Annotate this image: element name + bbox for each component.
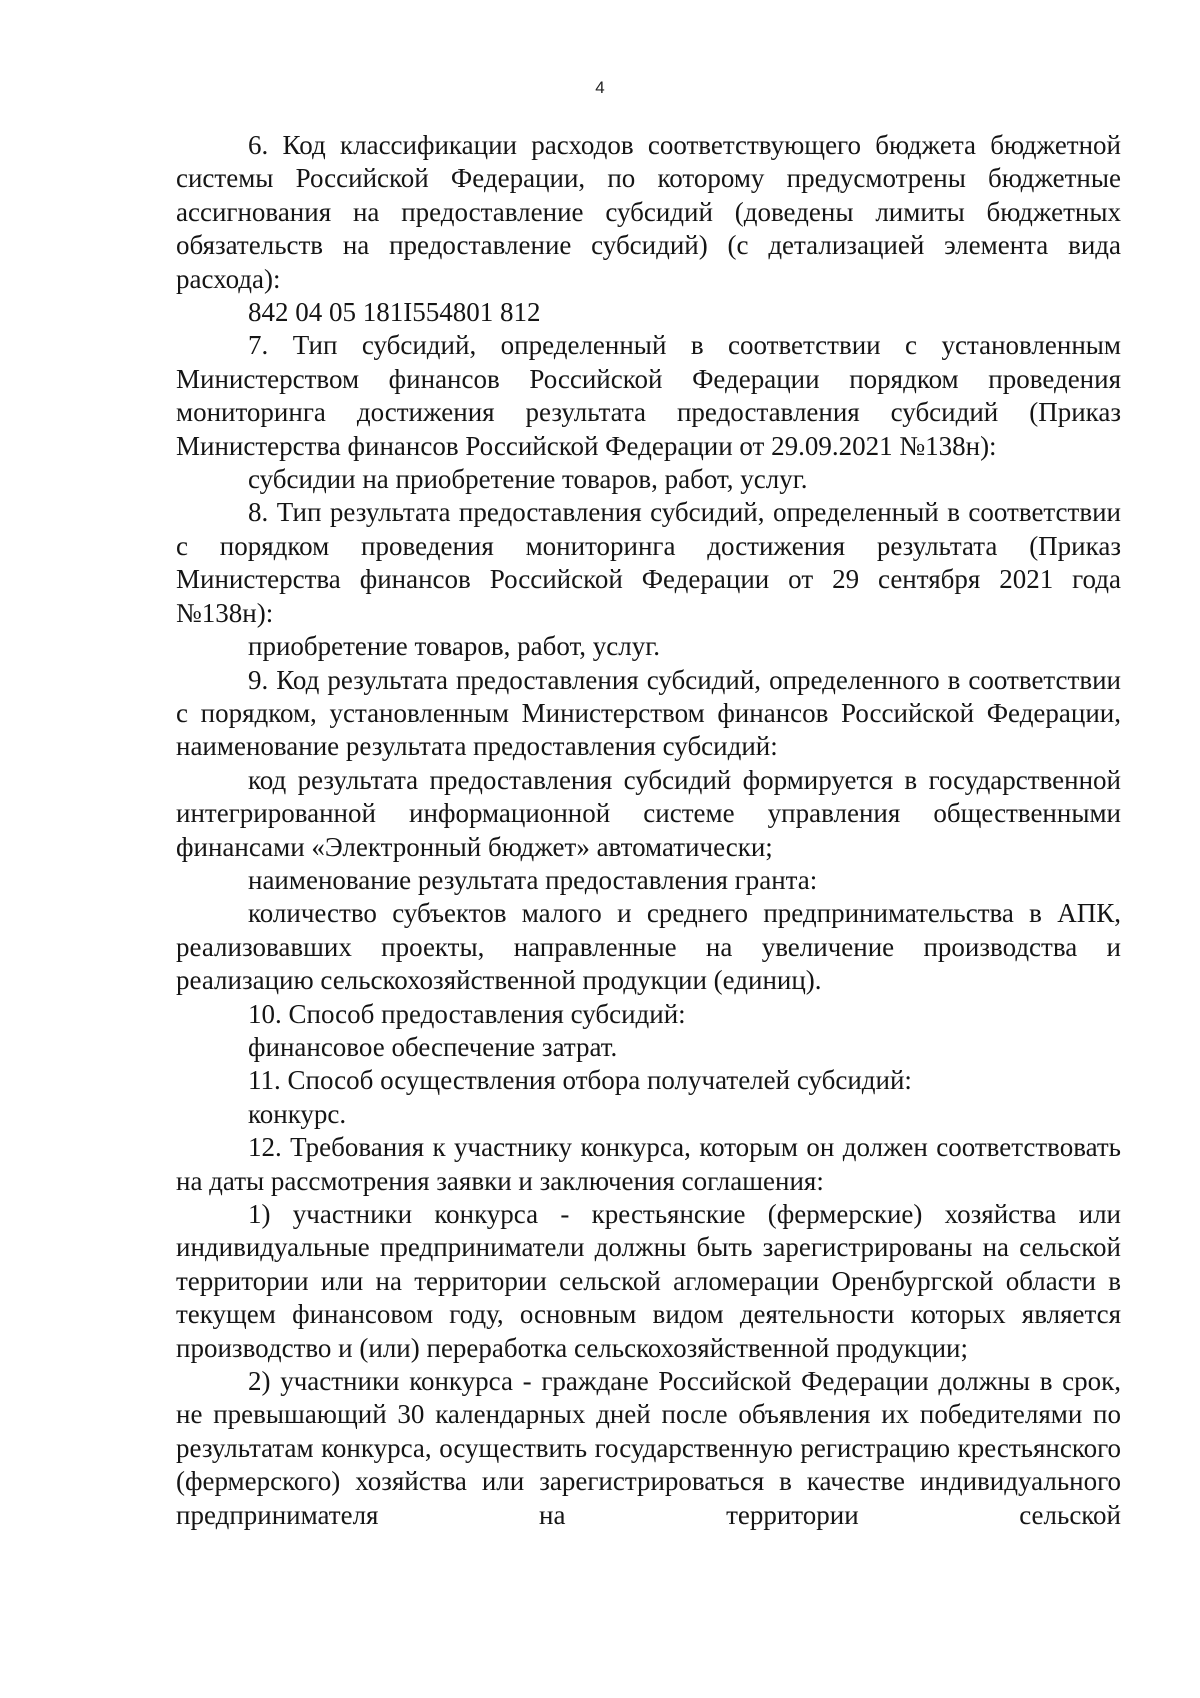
paragraph-12-item-2: 2) участники конкурса - граждане Российской Федерации должны в срок, не превышающий 30 календарных дней после объявления их победителями по результатам конкурса, осуществить государственную регистрацию крестьянского (фермерского) хозяйства или зарегистрироваться в качестве индивидуального предпринимателя на территории сельской [176, 1366, 1121, 1530]
paragraph-6-value: 842 04 05 181I554801 812 [248, 297, 541, 328]
paragraph-12: 12. Требования к участнику конкурса, которым он должен соответствовать на даты рассмотрения заявки и заключения соглашения: [176, 1132, 1121, 1196]
paragraph-7: 7. Тип субсидий, определенный в соответствии с установленным Министерством финансов Российской Федерации порядком проведения мониторинга достижения результата предоставления субсидий (Приказ Министерства финансов Российской Федерации от 29.09.2021 №138н): [176, 330, 1121, 461]
page-number: 4 [595, 78, 605, 97]
paragraph-9-name-label: наименование результата предоставления гранта: [248, 864, 818, 895]
paragraph-6: 6. Код классификации расходов соответствующего бюджета бюджетной системы Российской Федерации, по которому предусмотрены бюджетные ассигнования на предоставление субсидий (доведены лимиты бюджетных обязательств на предоставление субсидий) (с детализацией элемента вида расхода): [176, 130, 1121, 294]
paragraph-12-item-1: 1) участники конкурса - крестьянские (фермерские) хозяйства или индивидуальные предприниматели должны быть зарегистрированы на сельской территории или на территории сельской агломерации Оренбургской области в текущем финансовом году, основным видом деятельности которых является производство и (или) переработка сельскохозяйственной продукции; [176, 1199, 1121, 1363]
paragraph-9-code: код результата предоставления субсидий формируется в государственной интегрированной информационной системе управления общественными финансами «Электронный бюджет» автоматически; [176, 764, 1121, 862]
paragraph-7-value: субсидии на приобретение товаров, работ, услуг. [248, 464, 808, 495]
document-body [176, 129, 1121, 1532]
paragraph-10-value: финансовое обеспечение затрат. [248, 1031, 618, 1062]
paragraph-8: 8. Тип результата предоставления субсидий, определенный в соответствии с порядком проведения мониторинга достижения результата (Приказ Министерства финансов Российской Федерации от 29 сентября 2021 года №138н): [176, 497, 1121, 628]
paragraph-11-value: конкурс. [248, 1098, 347, 1129]
paragraph-11: 11. Способ осуществления отбора получателей субсидий: [248, 1065, 912, 1096]
paragraph-10: 10. Способ предоставления субсидий: [248, 998, 686, 1029]
paragraph-9: 9. Код результата предоставления субсидий, определенного в соответствии с порядком, установленным Министерством финансов Российской Федерации, наименование результата предоставления субсидий: [176, 664, 1121, 762]
paragraph-8-value: приобретение товаров, работ, услуг. [248, 631, 660, 662]
paragraph-9-name-value: количество субъектов малого и среднего предпринимательства в АПК, реализовавших проекты, направленные на увеличение производства и реализацию сельскохозяйственной продукции (единиц). [176, 898, 1121, 996]
